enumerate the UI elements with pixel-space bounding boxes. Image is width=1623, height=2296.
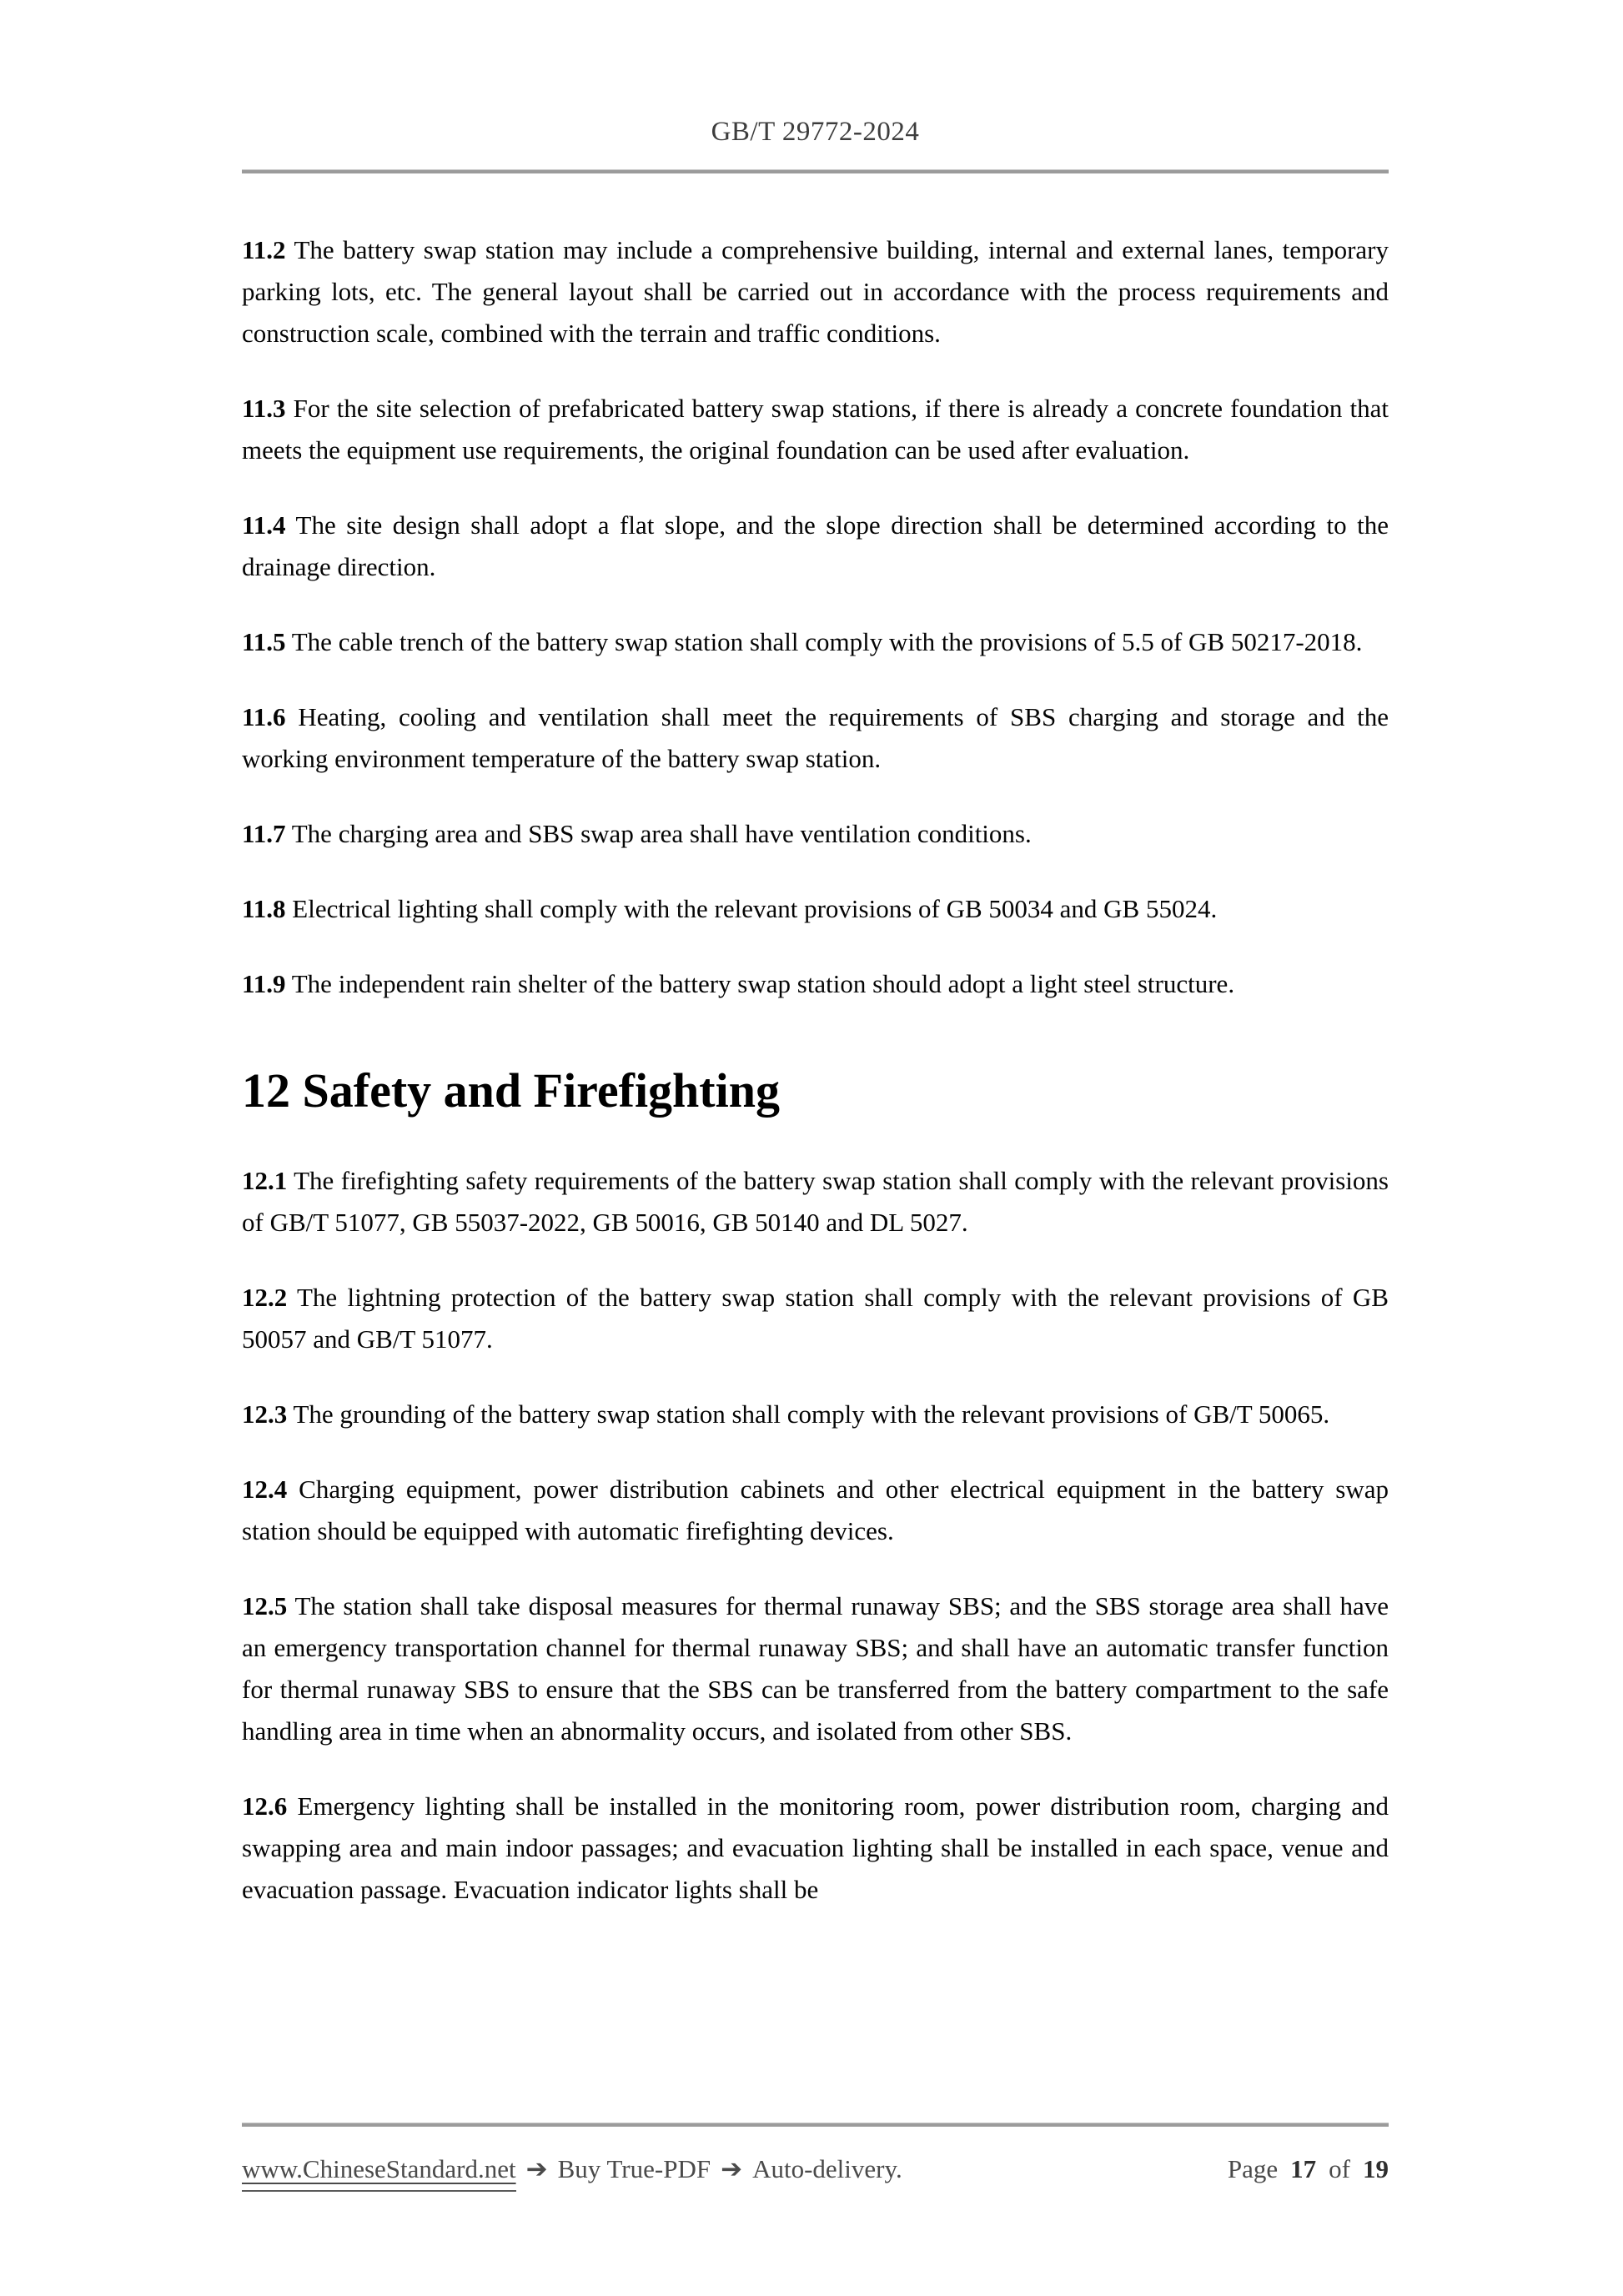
clause-text: The cable trench of the battery swap station shall comply with the provisions of 5.5 of GB 50217-2018.	[291, 627, 1363, 656]
clause-11-3	[242, 388, 1389, 471]
clause-number: 11.9	[242, 969, 286, 998]
footer-buy-text: Buy True-PDF	[557, 2154, 711, 2183]
clause-12-6	[242, 1786, 1389, 1911]
page-header	[242, 117, 1389, 148]
doc-number: GB/T 29772-2024	[711, 117, 920, 147]
clause-text: Emergency lighting shall be installed in the monitoring room, power distribution room, charging and swapping area and main indoor passages; and evacuation lighting shall be installed in each space, venue and evacuation passage. Evacuation indicator lights shall be	[242, 1791, 1389, 1904]
clause-number: 11.3	[242, 394, 286, 423]
page-number: 17	[1290, 2154, 1317, 2183]
clause-text: The charging area and SBS swap area shall have ventilation conditions.	[291, 819, 1032, 848]
clause-text: The grounding of the battery swap station shall comply with the relevant provisions of GB/T 50065.	[293, 1399, 1330, 1429]
clause-number: 12.2	[242, 1283, 288, 1312]
clause-text: The lightning protection of the battery swap station shall comply with the relevant provisions of GB 50057 and GB/T 51077.	[242, 1283, 1389, 1354]
clause-text: Charging equipment, power distribution cabinets and other electrical equipment in the battery swap station should be equipped with automatic firefighting devices.	[242, 1475, 1389, 1545]
clause-11-5	[242, 621, 1389, 663]
clause-number: 12.1	[242, 1166, 288, 1195]
page-indicator	[1228, 2154, 1389, 2184]
footer-delivery-text: Auto-delivery.	[752, 2154, 902, 2183]
clause-11-7	[242, 813, 1389, 855]
clause-text: Electrical lighting shall comply with the relevant provisions of GB 50034 and GB 55024.	[292, 894, 1218, 923]
footer-branding	[242, 2154, 902, 2192]
clause-text: The station shall take disposal measures for thermal runaway SBS; and the SBS storage area shall have an emergency transportation channel for thermal runaway SBS; and shall have an automatic transfer function for thermal runaway SBS to ensure that the SBS can be transferred from the battery compartment to the safe handling area in time when an abnormality occurs, and isolated from other SBS.	[242, 1591, 1389, 1746]
clause-text: For the site selection of prefabricated battery swap stations, if there is already a concrete foundation that meets the equipment use requirements, the original foundation can be used after evaluation.	[242, 394, 1389, 465]
clause-12-1	[242, 1160, 1389, 1243]
footer-divider	[242, 2123, 1389, 2127]
document-body	[242, 173, 1389, 1911]
arrow-right-icon: ➔	[721, 2154, 743, 2184]
clause-12-5	[242, 1585, 1389, 1752]
clause-text: Heating, cooling and ventilation shall meet the requirements of SBS charging and storage and the working environment temperature of the battery swap station.	[242, 702, 1389, 773]
clause-number: 11.2	[242, 235, 286, 264]
clause-12-3	[242, 1394, 1389, 1435]
clause-text: The firefighting safety requirements of the battery swap station shall comply with the relevant provisions of GB/T 51077, GB 55037-2022, GB 50016, GB 50140 and DL 5027.	[242, 1166, 1389, 1237]
page-of-label: of	[1329, 2154, 1350, 2183]
section-heading: 12 Safety and Firefighting	[242, 1063, 780, 1118]
clause-11-2	[242, 229, 1389, 354]
clause-11-6	[242, 696, 1389, 780]
clause-number: 11.8	[242, 894, 286, 923]
clause-12-4	[242, 1469, 1389, 1552]
clause-number: 12.6	[242, 1791, 288, 1821]
clause-11-4	[242, 505, 1389, 588]
page-footer	[242, 2154, 1389, 2192]
footer-site-link[interactable]: www.ChineseStandard.net	[242, 2154, 516, 2192]
page-total: 19	[1363, 2154, 1389, 2183]
clause-number: 12.3	[242, 1399, 288, 1429]
clause-number: 11.5	[242, 627, 286, 656]
clause-11-8	[242, 888, 1389, 930]
clause-number: 11.6	[242, 702, 286, 731]
arrow-right-icon: ➔	[525, 2154, 548, 2184]
clause-number: 11.4	[242, 510, 286, 540]
clause-number: 11.7	[242, 819, 286, 848]
clause-number: 12.4	[242, 1475, 288, 1504]
clause-12-2	[242, 1277, 1389, 1360]
clause-text: The battery swap station may include a comprehensive building, internal and external lanes, temporary parking lots, etc. The general layout shall be carried out in accordance with the process requirements and construction scale, combined with the terrain and traffic conditions.	[242, 235, 1389, 348]
page-label: Page	[1227, 2154, 1279, 2183]
clause-11-9	[242, 963, 1389, 1005]
clause-number: 12.5	[242, 1591, 288, 1620]
clause-text: The site design shall adopt a flat slope, and the slope direction shall be determined according to the drainage direction.	[242, 510, 1389, 581]
clause-text: The independent rain shelter of the battery swap station should adopt a light steel structure.	[291, 969, 1235, 998]
